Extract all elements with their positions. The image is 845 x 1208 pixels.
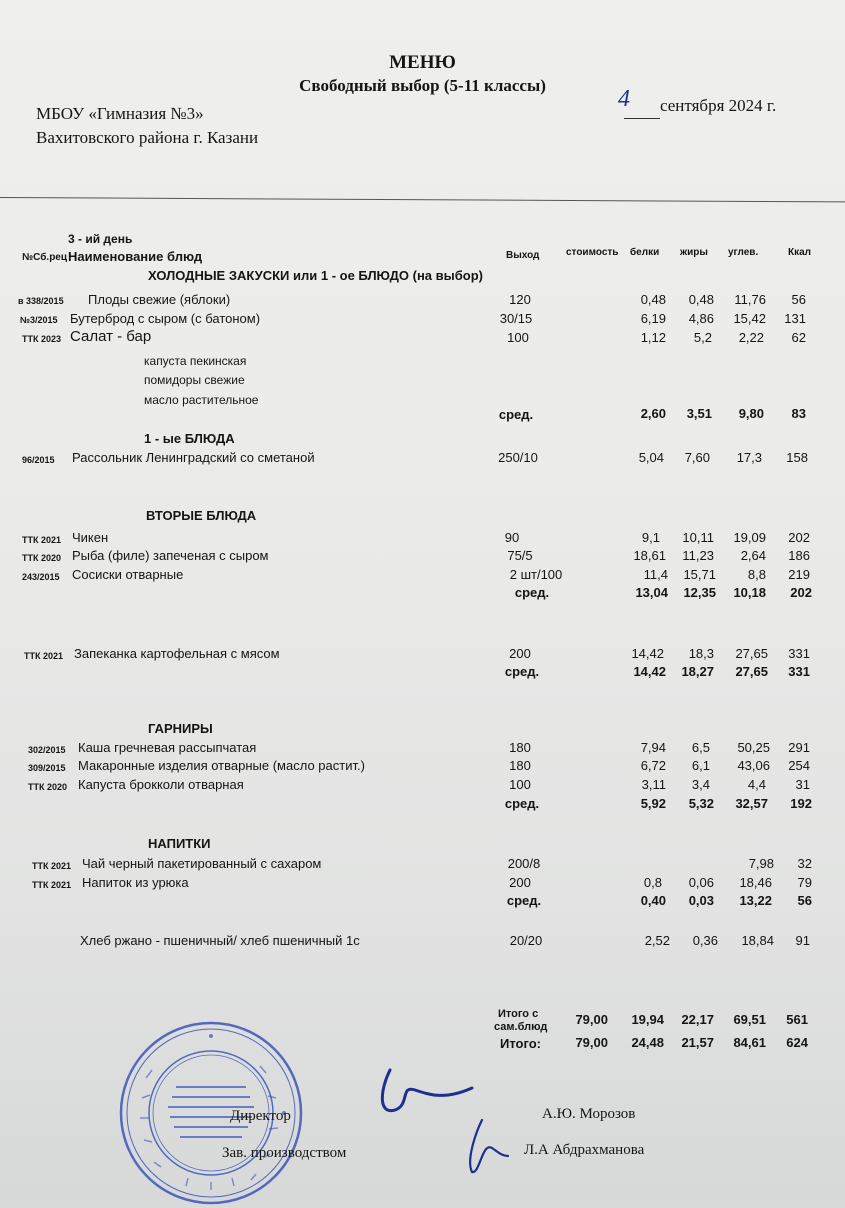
average-kcal: 56 xyxy=(797,893,812,908)
total-protein: 19,94 xyxy=(631,1012,664,1027)
table-row-output: 20/20 xyxy=(509,933,543,948)
col-fat: жиры xyxy=(680,247,708,258)
average-kcal: 202 xyxy=(790,585,812,600)
average-label: сред. xyxy=(506,893,542,908)
ingredient-item: помидоры свежие xyxy=(144,373,245,387)
col-kcal: Ккал xyxy=(788,247,812,258)
production-manager-signature xyxy=(452,1112,522,1182)
grand-total-cost: 79,00 xyxy=(575,1035,608,1050)
average-fat: 0,03 xyxy=(688,893,714,908)
table-row-output: 200 xyxy=(509,875,531,890)
table-row-kcal: 131 xyxy=(784,311,806,326)
table-row-code: 309/2015 xyxy=(28,763,66,773)
table-row-fat: 6,1 xyxy=(691,758,710,773)
col-recipe-code: №Сб.рец xyxy=(22,252,68,263)
table-row-code: №3/2015 xyxy=(20,315,58,325)
table-row-kcal: 186 xyxy=(788,548,810,563)
menu-title: МЕНЮ xyxy=(389,52,456,73)
table-row-kcal: 331 xyxy=(788,646,810,661)
table-row-carbs: 8,8 xyxy=(747,567,766,582)
average-label: сред. xyxy=(498,407,534,422)
section-second-courses: ВТОРЫЕ БЛЮДА xyxy=(146,508,257,523)
table-row-protein: 6,19 xyxy=(640,311,666,326)
table-row-carbs: 27,65 xyxy=(735,646,768,661)
average-label: сред. xyxy=(514,585,550,600)
table-row-name: Капуста брокколи отварная xyxy=(78,777,244,792)
table-row-fat: 15,71 xyxy=(683,567,716,582)
role-director: Директор xyxy=(230,1108,291,1124)
average-carbs: 32,57 xyxy=(735,796,768,811)
table-row-name: Чай черный пакетированный с сахаром xyxy=(82,856,322,871)
table-row-kcal: 254 xyxy=(788,758,810,773)
table-row-code: ТТК 2020 xyxy=(22,553,62,563)
total-kcal: 561 xyxy=(786,1012,808,1027)
grand-total-kcal: 624 xyxy=(786,1035,808,1050)
table-row-carbs: 18,84 xyxy=(741,933,774,948)
table-row-kcal: 202 xyxy=(788,530,810,545)
average-fat: 18,27 xyxy=(681,664,714,679)
table-row-code: 96/2015 xyxy=(22,455,55,465)
table-row-name: Сосиски отварные xyxy=(72,567,184,582)
date-underline xyxy=(624,118,660,119)
table-row-output: 75/5 xyxy=(507,548,533,563)
date-text: сентября 2024 г. xyxy=(660,96,777,115)
table-row-carbs: 2,64 xyxy=(740,548,766,563)
table-row-output: 200 xyxy=(509,646,531,661)
table-row-kcal: 56 xyxy=(791,292,806,307)
average-kcal: 331 xyxy=(788,664,810,679)
average-fat: 12,35 xyxy=(683,585,716,600)
grand-total-protein: 24,48 xyxy=(631,1035,664,1050)
table-row-code: ТТК 2021 xyxy=(32,861,72,871)
table-row-code: ТТК 2021 xyxy=(24,651,64,661)
table-row-fat: 18,3 xyxy=(688,646,714,661)
total-carbs: 69,51 xyxy=(733,1012,766,1027)
average-carbs: 13,22 xyxy=(739,893,772,908)
table-row-carbs: 2,22 xyxy=(738,330,764,345)
table-row-code: 302/2015 xyxy=(28,745,66,755)
grand-total-carbs: 84,61 xyxy=(733,1035,766,1050)
table-row-name: Чикен xyxy=(72,530,109,545)
table-row-protein: 3,11 xyxy=(641,777,666,792)
table-row-kcal: 158 xyxy=(786,450,808,465)
table-row-fat: 7,60 xyxy=(684,450,710,465)
average-label: сред. xyxy=(504,664,540,679)
table-row-fat: 0,48 xyxy=(688,292,714,307)
table-row-kcal: 91 xyxy=(795,933,810,948)
org-district: Вахитовского района г. Казани xyxy=(36,128,259,147)
table-row-kcal: 32 xyxy=(797,856,812,871)
table-row-protein: 6,72 xyxy=(640,758,666,773)
table-row-carbs: 15,42 xyxy=(733,311,766,326)
table-row-name: Плоды свежие (яблоки) xyxy=(88,292,231,307)
table-row-fat: 0,06 xyxy=(688,875,714,890)
table-row-code: ТТК 2021 xyxy=(32,880,72,890)
table-row-name: Рыба (филе) запеченая с сыром xyxy=(72,548,269,563)
table-row-name: Напиток из урюка xyxy=(82,875,189,890)
table-row-name: Запеканка картофельная с мясом xyxy=(74,646,280,661)
table-row-kcal: 79 xyxy=(797,875,812,890)
table-row-fat: 11,23 xyxy=(682,548,714,563)
section-cold-starters: ХОЛОДНЫЕ ЗАКУСКИ или 1 - ое БЛЮДО (на выбор) xyxy=(148,268,483,283)
table-row-output: 250/10 xyxy=(498,450,538,465)
table-row-kcal: 291 xyxy=(788,740,810,755)
table-row-kcal: 219 xyxy=(788,567,810,582)
date-day: 4 xyxy=(618,86,630,112)
table-row-fat: 4,86 xyxy=(688,311,714,326)
average-kcal: 192 xyxy=(790,796,812,811)
table-row-code: 243/2015 xyxy=(22,572,60,582)
table-row-code: ТТК 2020 xyxy=(28,782,68,792)
table-row-protein: 5,04 xyxy=(638,450,664,465)
total-label-line2: сам.блюд xyxy=(494,1021,548,1033)
table-row-name: Бутерброд с сыром (с батоном) xyxy=(70,311,261,326)
table-row-output: 2 шт/100 xyxy=(509,567,563,582)
table-row-carbs: 4,4 xyxy=(747,777,766,792)
table-row-carbs: 18,46 xyxy=(739,875,772,890)
table-row-protein: 1,12 xyxy=(640,330,666,345)
average-fat: 5,32 xyxy=(688,796,714,811)
total-label-line1: Итого с xyxy=(498,1008,539,1020)
table-row-code: ТТК 2023 xyxy=(22,334,62,344)
average-protein: 5,92 xyxy=(640,796,666,811)
col-protein: белки xyxy=(630,247,660,258)
table-row-carbs: 50,25 xyxy=(737,740,770,755)
org-name: МБОУ «Гимназия №3» xyxy=(36,104,204,123)
table-row-protein: 18,61 xyxy=(633,548,666,563)
table-row-name: Каша гречневая рассыпчатая xyxy=(78,740,257,755)
section-side-dishes: ГАРНИРЫ xyxy=(148,721,213,736)
ingredient-item: масло растительное xyxy=(144,393,259,407)
average-fat: 3,51 xyxy=(686,406,712,421)
col-cost: стоимость xyxy=(566,247,619,258)
grand-total-label: Итого: xyxy=(500,1036,541,1051)
table-row-carbs: 11,76 xyxy=(734,292,766,307)
grand-total-fat: 21,57 xyxy=(681,1035,714,1050)
average-carbs: 27,65 xyxy=(735,664,768,679)
average-label: сред. xyxy=(504,796,540,811)
average-protein: 13,04 xyxy=(635,585,668,600)
col-dish-name: Наименование блюд xyxy=(68,249,203,264)
table-row-name: Рассольник Ленинградский со сметаной xyxy=(72,450,315,465)
table-row-output: 100 xyxy=(507,330,529,345)
section-drinks: НАПИТКИ xyxy=(148,836,211,851)
table-row-carbs: 7,98 xyxy=(748,856,774,871)
role-production-manager: Зав. производством xyxy=(222,1145,347,1161)
table-row-fat: 10,11 xyxy=(682,530,714,545)
table-row-kcal: 31 xyxy=(795,777,810,792)
col-carbs: углев. xyxy=(728,247,759,258)
total-fat: 22,17 xyxy=(681,1012,714,1027)
col-output: Выход xyxy=(506,250,540,261)
table-row-protein: 0,48 xyxy=(640,292,666,307)
table-row-name: Макаронные изделия отварные (масло растит.) xyxy=(78,758,365,773)
director-name: А.Ю. Морозов xyxy=(542,1106,636,1122)
table-row-name: Хлеб ржано - пшеничный/ хлеб пшеничный 1с xyxy=(80,933,360,948)
table-row-protein: 2,52 xyxy=(644,933,670,948)
table-row-name: Салат - бар xyxy=(70,328,152,345)
average-carbs: 9,80 xyxy=(738,406,764,421)
table-row-carbs: 19,09 xyxy=(733,530,766,545)
table-row-fat: 3,4 xyxy=(691,777,710,792)
table-row-carbs: 17,3 xyxy=(736,450,762,465)
table-row-output: 120 xyxy=(509,292,531,307)
menu-subtitle: Свободный выбор (5-11 классы) xyxy=(299,76,546,95)
ingredient-item: капуста пекинская xyxy=(144,354,247,368)
table-row-output: 100 xyxy=(509,777,531,792)
table-row-fat: 5,2 xyxy=(693,330,712,345)
production-manager-name: Л.А Абдрахманова xyxy=(524,1142,645,1158)
table-row-fat: 0,36 xyxy=(692,933,718,948)
table-row-output: 200/8 xyxy=(507,856,541,871)
table-row-carbs: 43,06 xyxy=(737,758,770,773)
header-divider xyxy=(0,197,845,202)
average-protein: 0,40 xyxy=(640,893,666,908)
table-row-output: 180 xyxy=(509,740,531,755)
table-row-kcal: 62 xyxy=(791,330,806,345)
table-row-fat: 6,5 xyxy=(691,740,710,755)
average-kcal: 83 xyxy=(791,406,806,421)
table-row-output: 90 xyxy=(504,530,520,545)
average-protein: 14,42 xyxy=(633,664,666,679)
table-row-protein: 0,8 xyxy=(643,875,662,890)
total-cost: 79,00 xyxy=(575,1012,608,1027)
average-protein: 2,60 xyxy=(640,406,666,421)
day-label: 3 - ий день xyxy=(68,232,133,246)
section-first-courses: 1 - ые БЛЮДА xyxy=(144,431,235,446)
table-row-protein: 11,4 xyxy=(643,567,668,582)
average-carbs: 10,18 xyxy=(733,585,766,600)
table-row-output: 30/15 xyxy=(499,311,533,326)
table-row-output: 180 xyxy=(509,758,531,773)
table-row-protein: 7,94 xyxy=(640,740,666,755)
table-row-protein: 14,42 xyxy=(631,646,664,661)
table-row-protein: 9,1 xyxy=(641,530,660,545)
table-row-code: в 338/2015 xyxy=(18,296,64,306)
table-row-code: ТТК 2021 xyxy=(22,535,62,545)
